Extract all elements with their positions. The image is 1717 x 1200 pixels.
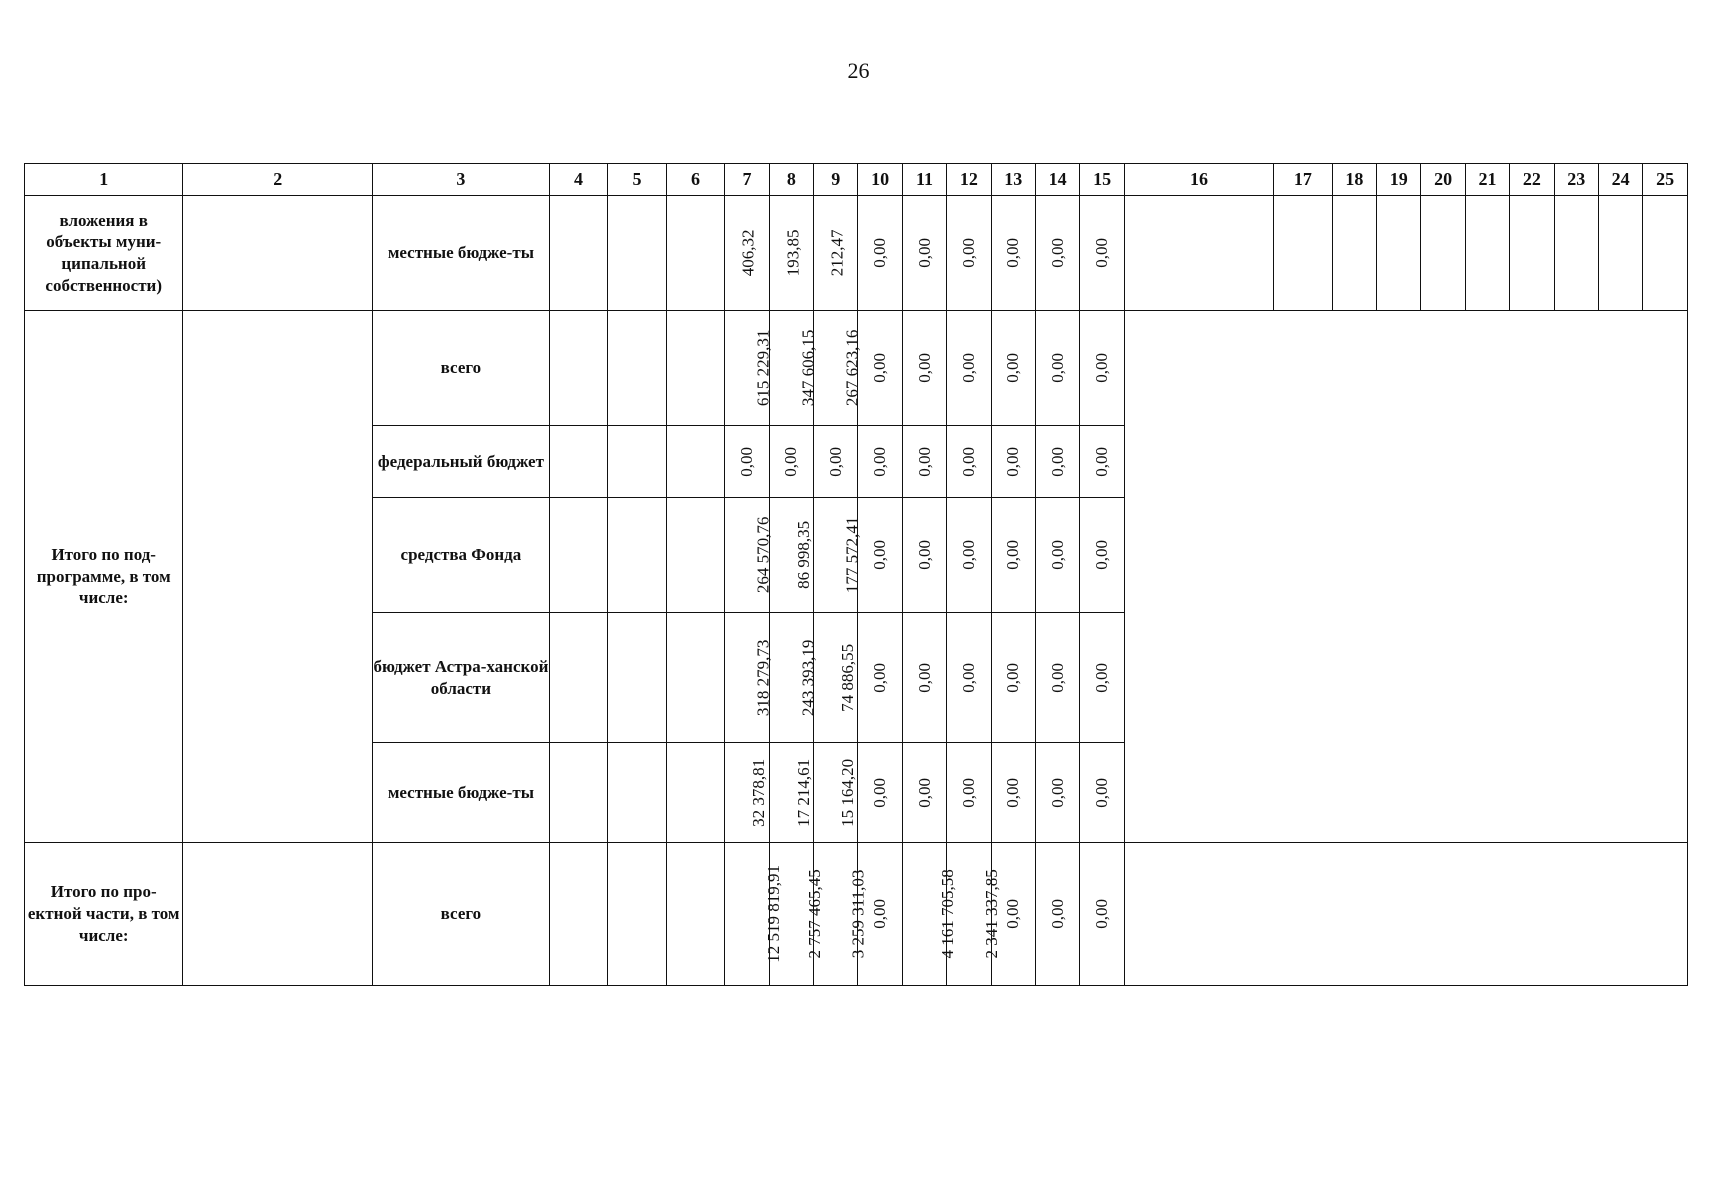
- amount-value: 0,00: [1047, 777, 1067, 808]
- section-title: вложения в объекты муни-ципальной собственности): [25, 196, 183, 311]
- amount-value: 0,00: [870, 777, 890, 808]
- column-header: 25: [1643, 164, 1688, 196]
- amount-value: 0,00: [1003, 446, 1023, 477]
- funding-source: средства Фонда: [373, 498, 550, 613]
- amount-cell: [725, 311, 773, 426]
- empty-cell: [1554, 196, 1598, 311]
- amount-cell: [1080, 843, 1124, 986]
- column-header: 20: [1421, 164, 1465, 196]
- amount-value: 3 259 311,03: [848, 869, 868, 959]
- blank-area: [1124, 311, 1687, 843]
- empty-cell: [549, 498, 608, 613]
- empty-cell: [183, 311, 373, 843]
- funding-source: федеральный бюджет: [373, 426, 550, 498]
- amount-cell: [991, 426, 1035, 498]
- funding-source: всего: [373, 311, 550, 426]
- empty-cell: [666, 196, 725, 311]
- amount-value: 615 229,31: [753, 329, 773, 407]
- amount-cell: [814, 613, 858, 743]
- amount-value: 0,00: [1003, 238, 1023, 268]
- amount-value: 0,00: [1047, 446, 1067, 477]
- column-header: 15: [1080, 164, 1124, 196]
- empty-cell: [1421, 196, 1465, 311]
- amount-value: 0,00: [1003, 662, 1023, 693]
- amount-value: 0,00: [1092, 540, 1112, 570]
- amount-value: 212,47: [827, 229, 847, 277]
- amount-value: 32 378,81: [749, 758, 769, 827]
- amount-cell: [814, 311, 862, 426]
- amount-value: 0,00: [959, 662, 979, 693]
- amount-value: 0,00: [870, 899, 890, 929]
- amount-value: 0,00: [959, 238, 979, 268]
- amount-value: 15 164,20: [838, 758, 858, 827]
- amount-value: 0,00: [1003, 899, 1023, 929]
- amount-cell: [1080, 311, 1124, 426]
- amount-cell: [1035, 743, 1079, 843]
- amount-cell: [902, 311, 946, 426]
- amount-value: 0,00: [1092, 446, 1112, 477]
- empty-cell: [666, 613, 725, 743]
- column-header: 16: [1124, 164, 1273, 196]
- empty-cell: [549, 196, 608, 311]
- column-header: 10: [858, 164, 902, 196]
- table-row: [25, 311, 1688, 426]
- column-header: 3: [373, 164, 550, 196]
- empty-cell: [549, 743, 608, 843]
- empty-cell: [1598, 196, 1642, 311]
- amount-value: 0,00: [914, 446, 934, 477]
- funding-source: местные бюдже-ты: [373, 743, 550, 843]
- amount-value: 0,00: [959, 446, 979, 477]
- amount-cell: [814, 498, 862, 613]
- amount-cell: [902, 426, 946, 498]
- amount-value: 0,00: [1092, 899, 1112, 929]
- amount-value: 0,00: [1047, 899, 1067, 929]
- amount-value: 0,00: [914, 540, 934, 570]
- empty-cell: [183, 196, 373, 311]
- budget-table: [24, 163, 1688, 986]
- amount-value: 2 341 337,85: [981, 869, 1001, 959]
- empty-cell: [1274, 196, 1333, 311]
- amount-value: 0,00: [781, 446, 801, 477]
- amount-value: 4 161 705,58: [937, 869, 957, 959]
- amount-cell: [858, 311, 902, 426]
- column-header: 9: [814, 164, 858, 196]
- amount-value: 0,00: [914, 777, 934, 808]
- column-header: 23: [1554, 164, 1598, 196]
- amount-cell: [1035, 311, 1079, 426]
- amount-value: 0,00: [737, 446, 757, 477]
- amount-cell: [814, 743, 858, 843]
- empty-cell: [1465, 196, 1509, 311]
- amount-cell: [947, 613, 991, 743]
- column-header: 17: [1274, 164, 1333, 196]
- column-header: 19: [1377, 164, 1421, 196]
- column-header: 7: [725, 164, 769, 196]
- amount-cell: [769, 743, 813, 843]
- column-header: 11: [902, 164, 946, 196]
- column-header: 18: [1332, 164, 1376, 196]
- column-header: 12: [947, 164, 991, 196]
- amount-cell: [947, 743, 991, 843]
- column-header: 2: [183, 164, 373, 196]
- amount-cell: [1035, 843, 1079, 986]
- amount-value: 0,00: [914, 662, 934, 693]
- funding-source: всего: [373, 843, 550, 986]
- empty-cell: [666, 843, 725, 986]
- amount-cell: [858, 613, 902, 743]
- amount-value: 267 623,16: [842, 329, 862, 407]
- column-header: 24: [1598, 164, 1642, 196]
- amount-value: 347 606,15: [798, 329, 818, 407]
- amount-value: 12 519 819,91: [764, 865, 784, 963]
- amount-value: 243 393,19: [798, 639, 818, 716]
- amount-cell: [814, 196, 858, 311]
- amount-value: 0,00: [1092, 662, 1112, 693]
- table-row: [25, 196, 1688, 311]
- table-row: [25, 843, 1688, 986]
- amount-value: 177 572,41: [842, 516, 862, 594]
- funding-source: местные бюдже-ты: [373, 196, 550, 311]
- amount-value: 0,00: [1092, 238, 1112, 268]
- amount-value: 193,85: [783, 229, 803, 277]
- column-header: 1: [25, 164, 183, 196]
- amount-value: 0,00: [870, 446, 890, 477]
- amount-cell: [769, 311, 818, 426]
- column-header: 6: [666, 164, 725, 196]
- amount-cell: [769, 613, 818, 743]
- amount-cell: [1080, 196, 1124, 311]
- amount-cell: [725, 843, 784, 986]
- empty-cell: [1510, 196, 1554, 311]
- amount-cell: [725, 743, 769, 843]
- amount-value: 2 757 465,45: [804, 869, 824, 959]
- amount-cell: [1035, 498, 1079, 613]
- empty-cell: [549, 613, 608, 743]
- page-number: 26: [847, 58, 870, 83]
- amount-cell: [1080, 613, 1124, 743]
- column-header: 21: [1465, 164, 1509, 196]
- amount-cell: [902, 613, 946, 743]
- empty-cell: [608, 311, 667, 426]
- amount-cell: [947, 311, 991, 426]
- amount-cell: [858, 426, 902, 498]
- amount-cell: [902, 196, 946, 311]
- amount-value: 0,00: [1047, 238, 1067, 268]
- empty-cell: [666, 311, 725, 426]
- empty-cell: [1124, 196, 1273, 311]
- amount-cell: [814, 426, 858, 498]
- empty-cell: [608, 426, 667, 498]
- funding-source: бюджет Астра-ханской области: [373, 613, 550, 743]
- blank-area: [1124, 843, 1687, 986]
- column-header: 13: [991, 164, 1035, 196]
- amount-cell: [947, 498, 991, 613]
- amount-value: 0,00: [870, 238, 890, 268]
- amount-cell: [725, 498, 773, 613]
- amount-cell: [991, 498, 1035, 613]
- empty-cell: [666, 498, 725, 613]
- section-title: Итого по про-ектной части, в том числе:: [25, 843, 183, 986]
- amount-cell: [1035, 196, 1079, 311]
- column-header: 14: [1035, 164, 1079, 196]
- amount-value: 86 998,35: [793, 521, 813, 589]
- amount-cell: [1080, 498, 1124, 613]
- amount-value: 0,00: [1047, 662, 1067, 693]
- amount-value: 0,00: [1092, 777, 1112, 808]
- amount-cell: [991, 311, 1035, 426]
- amount-cell: [1035, 426, 1079, 498]
- amount-cell: [725, 426, 769, 498]
- empty-cell: [608, 196, 667, 311]
- section-title: Итого по под-программе, в том числе:: [25, 311, 183, 843]
- amount-cell: [725, 613, 773, 743]
- amount-cell: [902, 743, 946, 843]
- amount-value: 0,00: [825, 446, 845, 477]
- column-header: 5: [608, 164, 667, 196]
- amount-value: 0,00: [914, 238, 934, 268]
- amount-value: 318 279,73: [753, 639, 773, 716]
- amount-value: 0,00: [870, 353, 890, 383]
- column-header: 4: [549, 164, 608, 196]
- empty-cell: [549, 311, 608, 426]
- amount-cell: [769, 426, 813, 498]
- amount-value: 0,00: [1047, 540, 1067, 570]
- amount-value: 0,00: [1003, 540, 1023, 570]
- empty-cell: [549, 843, 608, 986]
- empty-cell: [666, 743, 725, 843]
- amount-cell: [902, 843, 957, 986]
- amount-value: 0,00: [959, 540, 979, 570]
- amount-cell: [769, 498, 813, 613]
- empty-cell: [608, 613, 667, 743]
- column-number-row: [25, 164, 1688, 196]
- amount-cell: [858, 196, 902, 311]
- amount-cell: [858, 498, 902, 613]
- amount-cell: [902, 498, 946, 613]
- amount-value: 264 570,76: [753, 516, 773, 594]
- amount-cell: [991, 613, 1035, 743]
- amount-value: 0,00: [870, 540, 890, 570]
- amount-cell: [1080, 426, 1124, 498]
- amount-value: 0,00: [1092, 353, 1112, 383]
- amount-cell: [858, 743, 902, 843]
- column-header: 22: [1510, 164, 1554, 196]
- amount-value: 0,00: [870, 662, 890, 693]
- amount-value: 0,00: [959, 353, 979, 383]
- empty-cell: [183, 843, 373, 986]
- amount-cell: [769, 196, 813, 311]
- amount-value: 0,00: [1003, 777, 1023, 808]
- empty-cell: [608, 743, 667, 843]
- amount-cell: [991, 743, 1035, 843]
- amount-value: 0,00: [914, 353, 934, 383]
- amount-cell: [947, 196, 991, 311]
- amount-cell: [725, 196, 769, 311]
- empty-cell: [666, 426, 725, 498]
- amount-value: 74 886,55: [838, 643, 858, 712]
- amount-cell: [1080, 743, 1124, 843]
- amount-value: 0,00: [1003, 353, 1023, 383]
- empty-cell: [1332, 196, 1376, 311]
- amount-value: 0,00: [959, 777, 979, 808]
- amount-cell: [991, 196, 1035, 311]
- amount-value: 17 214,61: [793, 758, 813, 827]
- amount-cell: [1035, 613, 1079, 743]
- amount-value: 0,00: [1047, 353, 1067, 383]
- amount-cell: [947, 426, 991, 498]
- empty-cell: [608, 498, 667, 613]
- empty-cell: [1377, 196, 1421, 311]
- empty-cell: [549, 426, 608, 498]
- amount-value: 406,32: [738, 229, 758, 277]
- empty-cell: [608, 843, 667, 986]
- column-header: 8: [769, 164, 813, 196]
- empty-cell: [1643, 196, 1688, 311]
